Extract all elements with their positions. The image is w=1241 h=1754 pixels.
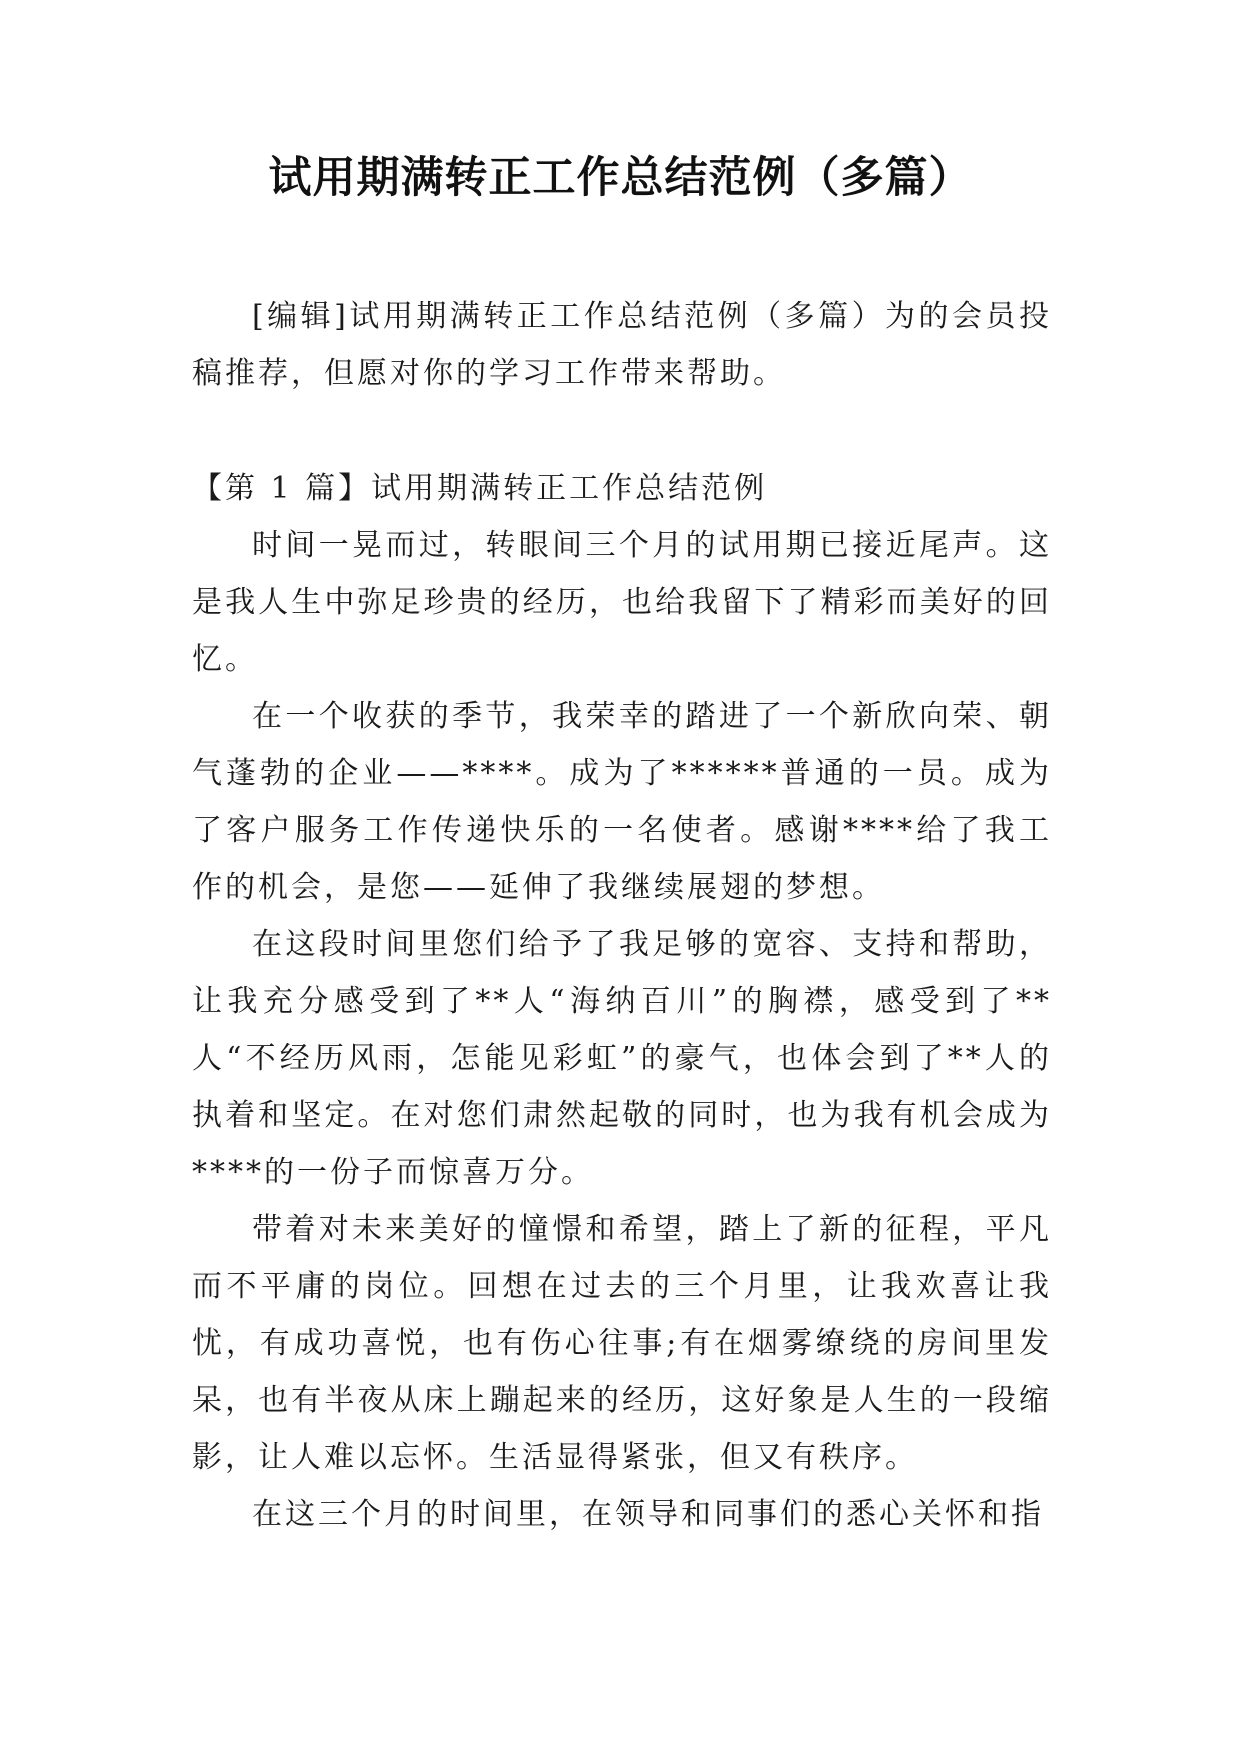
document-title: 试用期满转正工作总结范例（多篇） [268,153,973,203]
body-paragraph: 在这段时间里您们给予了我足够的宽容、支持和帮助，让我充分感受到了**人“海纳百川”的胸襟，感受到了**人“不经历风雨，怎能见彩虹”的豪气，也体会到了**人的执着和坚定。在对您们肃然起敬的同时，也为我有机会成为****的一份子而惊喜万分。 [192,927,1052,1190]
intro-paragraph: [编辑]试用期满转正工作总结范例（多篇）为的会员投稿推荐，但愿对你的学习工作带来帮助。 [192,299,1052,391]
document-body [192,288,1052,1543]
body-paragraph: 在一个收获的季节，我荣幸的踏进了一个新欣向荣、朝气蓬勃的企业——****。成为了******普通的一员。成为了客户服务工作传递快乐的一名使者。感谢****给了我工作的机会，是您——延伸了我继续展翅的梦想。 [192,699,1052,905]
section-heading: 【第 1 篇】试用期满转正工作总结范例 [192,471,768,506]
body-paragraph: 带着对未来美好的憧憬和希望，踏上了新的征程，平凡而不平庸的岗位。回想在过去的三个月里，让我欢喜让我忧，有成功喜悦，也有伤心往事;有在烟雾缭绕的房间里发呆，也有半夜从床上蹦起来的经历，这好象是人生的一段缩影，让人难以忘怀。生活显得紧张，但又有秩序。 [192,1212,1052,1475]
body-paragraph: 在这三个月的时间里，在领导和同事们的悉心关怀和指 [252,1497,1044,1532]
body-paragraph: 时间一晃而过，转眼间三个月的试用期已接近尾声。这是我人生中弥足珍贵的经历，也给我留下了精彩而美好的回忆。 [192,528,1052,677]
